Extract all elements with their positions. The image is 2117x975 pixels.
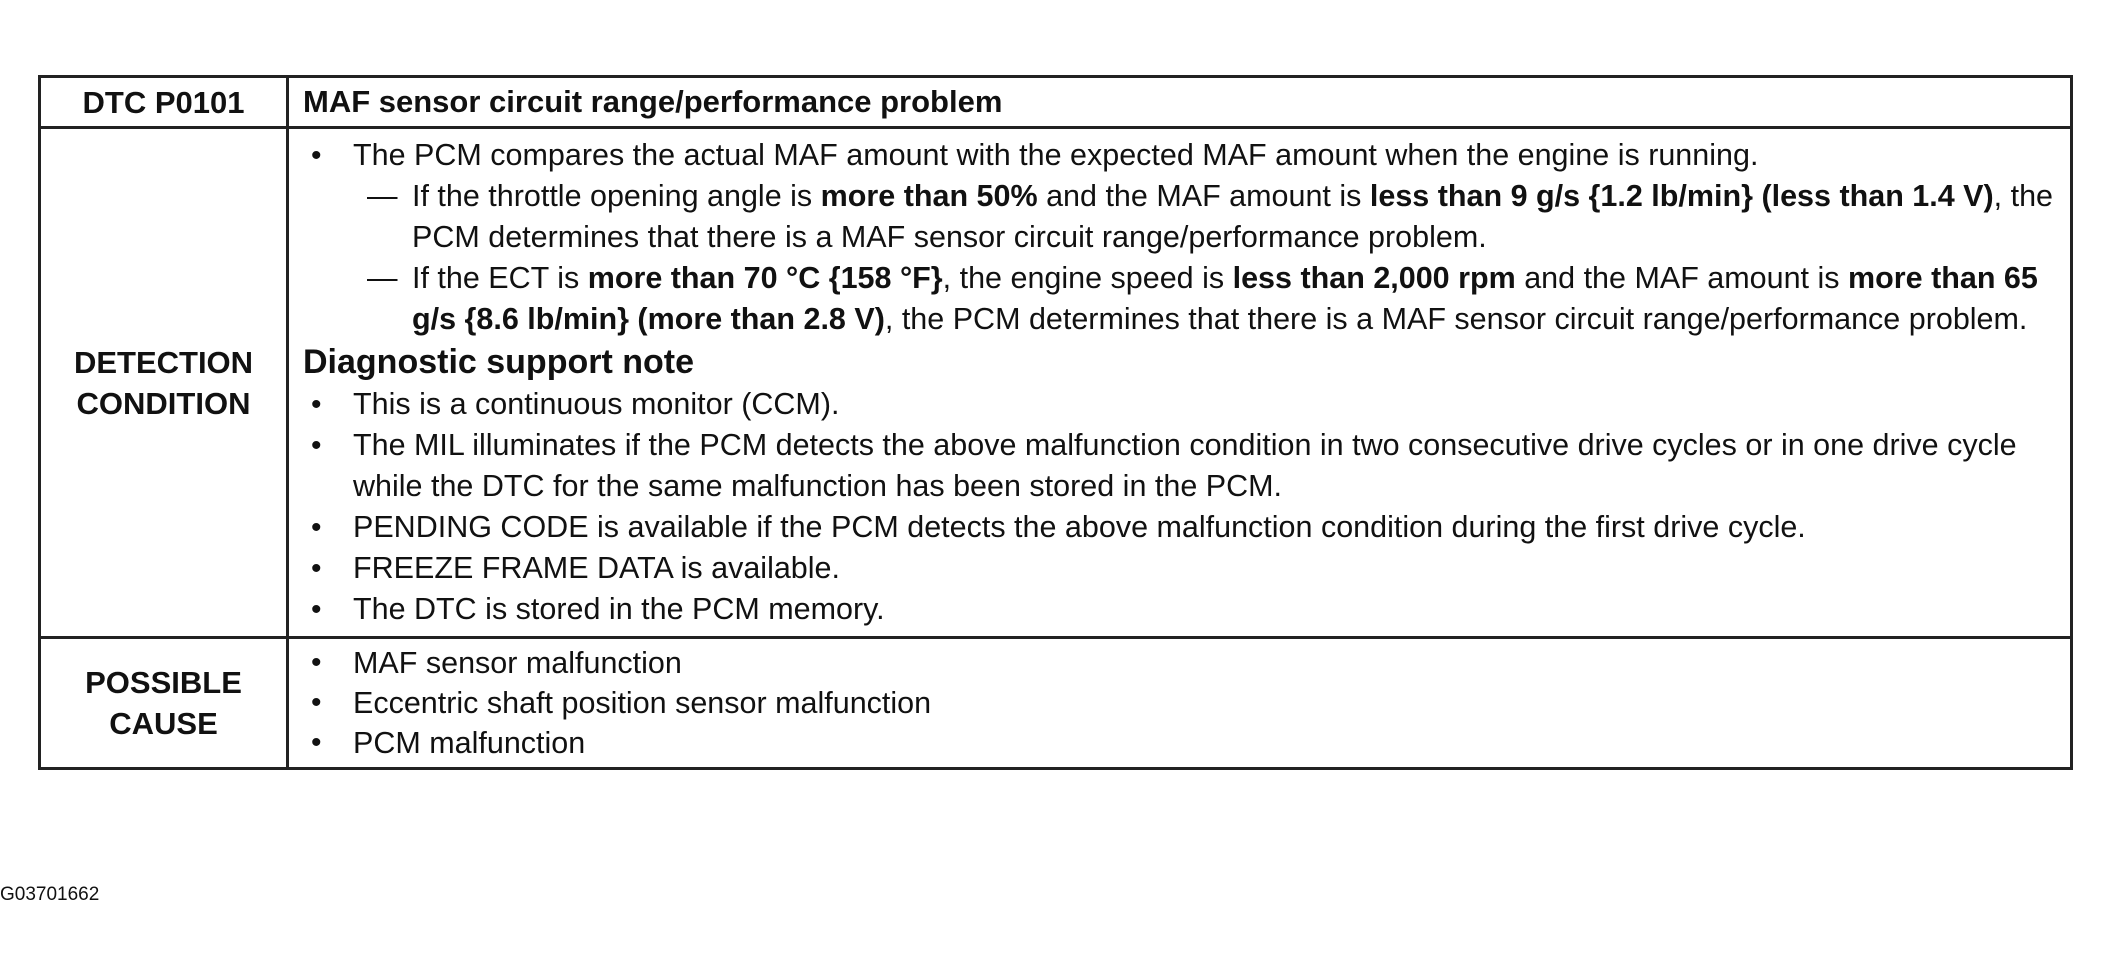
possible-cause-content [288, 638, 2072, 769]
detection-sub-2 [303, 258, 2060, 340]
diagnostic-support-heading: Diagnostic support note [303, 343, 694, 381]
detection-content [288, 128, 2072, 638]
note-item: • This is a continuous monitor (CCM). [303, 384, 2060, 425]
cause-item: • PCM malfunction [303, 723, 2060, 763]
sub1-text-1: If the throttle opening angle is [412, 179, 821, 213]
sub2-text-3: and the MAF amount is [1515, 261, 1849, 295]
dtc-table [38, 75, 2073, 770]
sub2-text-4: , the PCM determines that there is a MAF sensor circuit range/performance problem. [884, 302, 2028, 336]
cause-item: • Eccentric shaft position sensor malfunction [303, 683, 2060, 723]
note-item: • The MIL illuminates if the PCM detects the above malfunction condition in two consecutive drive cycles or in one drive cycle while the DTC for the same malfunction has been stored in the PCM. [303, 425, 2060, 507]
note-item: • The DTC is stored in the PCM memory. [303, 589, 2060, 630]
detection-sub-1 [303, 176, 2060, 258]
possible-cause-list [303, 643, 2060, 763]
dtc-code: DTC P0101 [40, 77, 288, 128]
sub2-bold-3: more than 65 g/s {8.6 lb/min} (more than 2.8 V) [412, 261, 2038, 336]
header-row [40, 77, 2072, 128]
sub1-bold-1: more than 50% [820, 179, 1038, 213]
detection-bullet-1-text: The PCM compares the actual MAF amount with the expected MAF amount when the engine is running. [353, 138, 1759, 172]
detection-label-line2: CONDITION [76, 385, 251, 421]
detection-row [40, 128, 2072, 638]
detection-label [40, 128, 288, 638]
dtc-title: MAF sensor circuit range/performance problem [288, 77, 2072, 128]
dash-mark: — [367, 179, 398, 213]
possible-cause-label [40, 638, 288, 769]
sub2-bold-1: more than 70 °C {158 °F} [587, 261, 943, 295]
sub2-bold-2: less than 2,000 rpm [1232, 261, 1516, 295]
possible-cause-label-line1: POSSIBLE [85, 665, 242, 700]
note-item: • PENDING CODE is available if the PCM detects the above malfunction condition during the first drive cycle. [303, 507, 2060, 548]
detection-bullet-1 [303, 135, 2060, 176]
figure-id: G03701662 [0, 884, 100, 905]
sub2-text-1: If the ECT is [412, 261, 588, 295]
dash-mark: — [367, 261, 398, 295]
note-item: • FREEZE FRAME DATA is available. [303, 548, 2060, 589]
detection-label-line1: DETECTION [73, 344, 254, 380]
detection-list [303, 135, 2060, 176]
cause-item: • MAF sensor malfunction [303, 643, 2060, 683]
sub1-text-3: , the PCM determines that there is a MAF sensor circuit range/performance problem. [412, 179, 2054, 254]
sub1-bold-2: less than 9 g/s {1.2 lb/min} (less than 1.4 V) [1369, 179, 1994, 213]
sub1-text-2: and the MAF amount is [1037, 179, 1370, 213]
diagnostic-notes-list [303, 384, 2060, 630]
possible-cause-row [40, 638, 2072, 769]
sub2-text-2: , the engine speed is [942, 261, 1233, 295]
possible-cause-label-line2: CAUSE [109, 706, 218, 741]
